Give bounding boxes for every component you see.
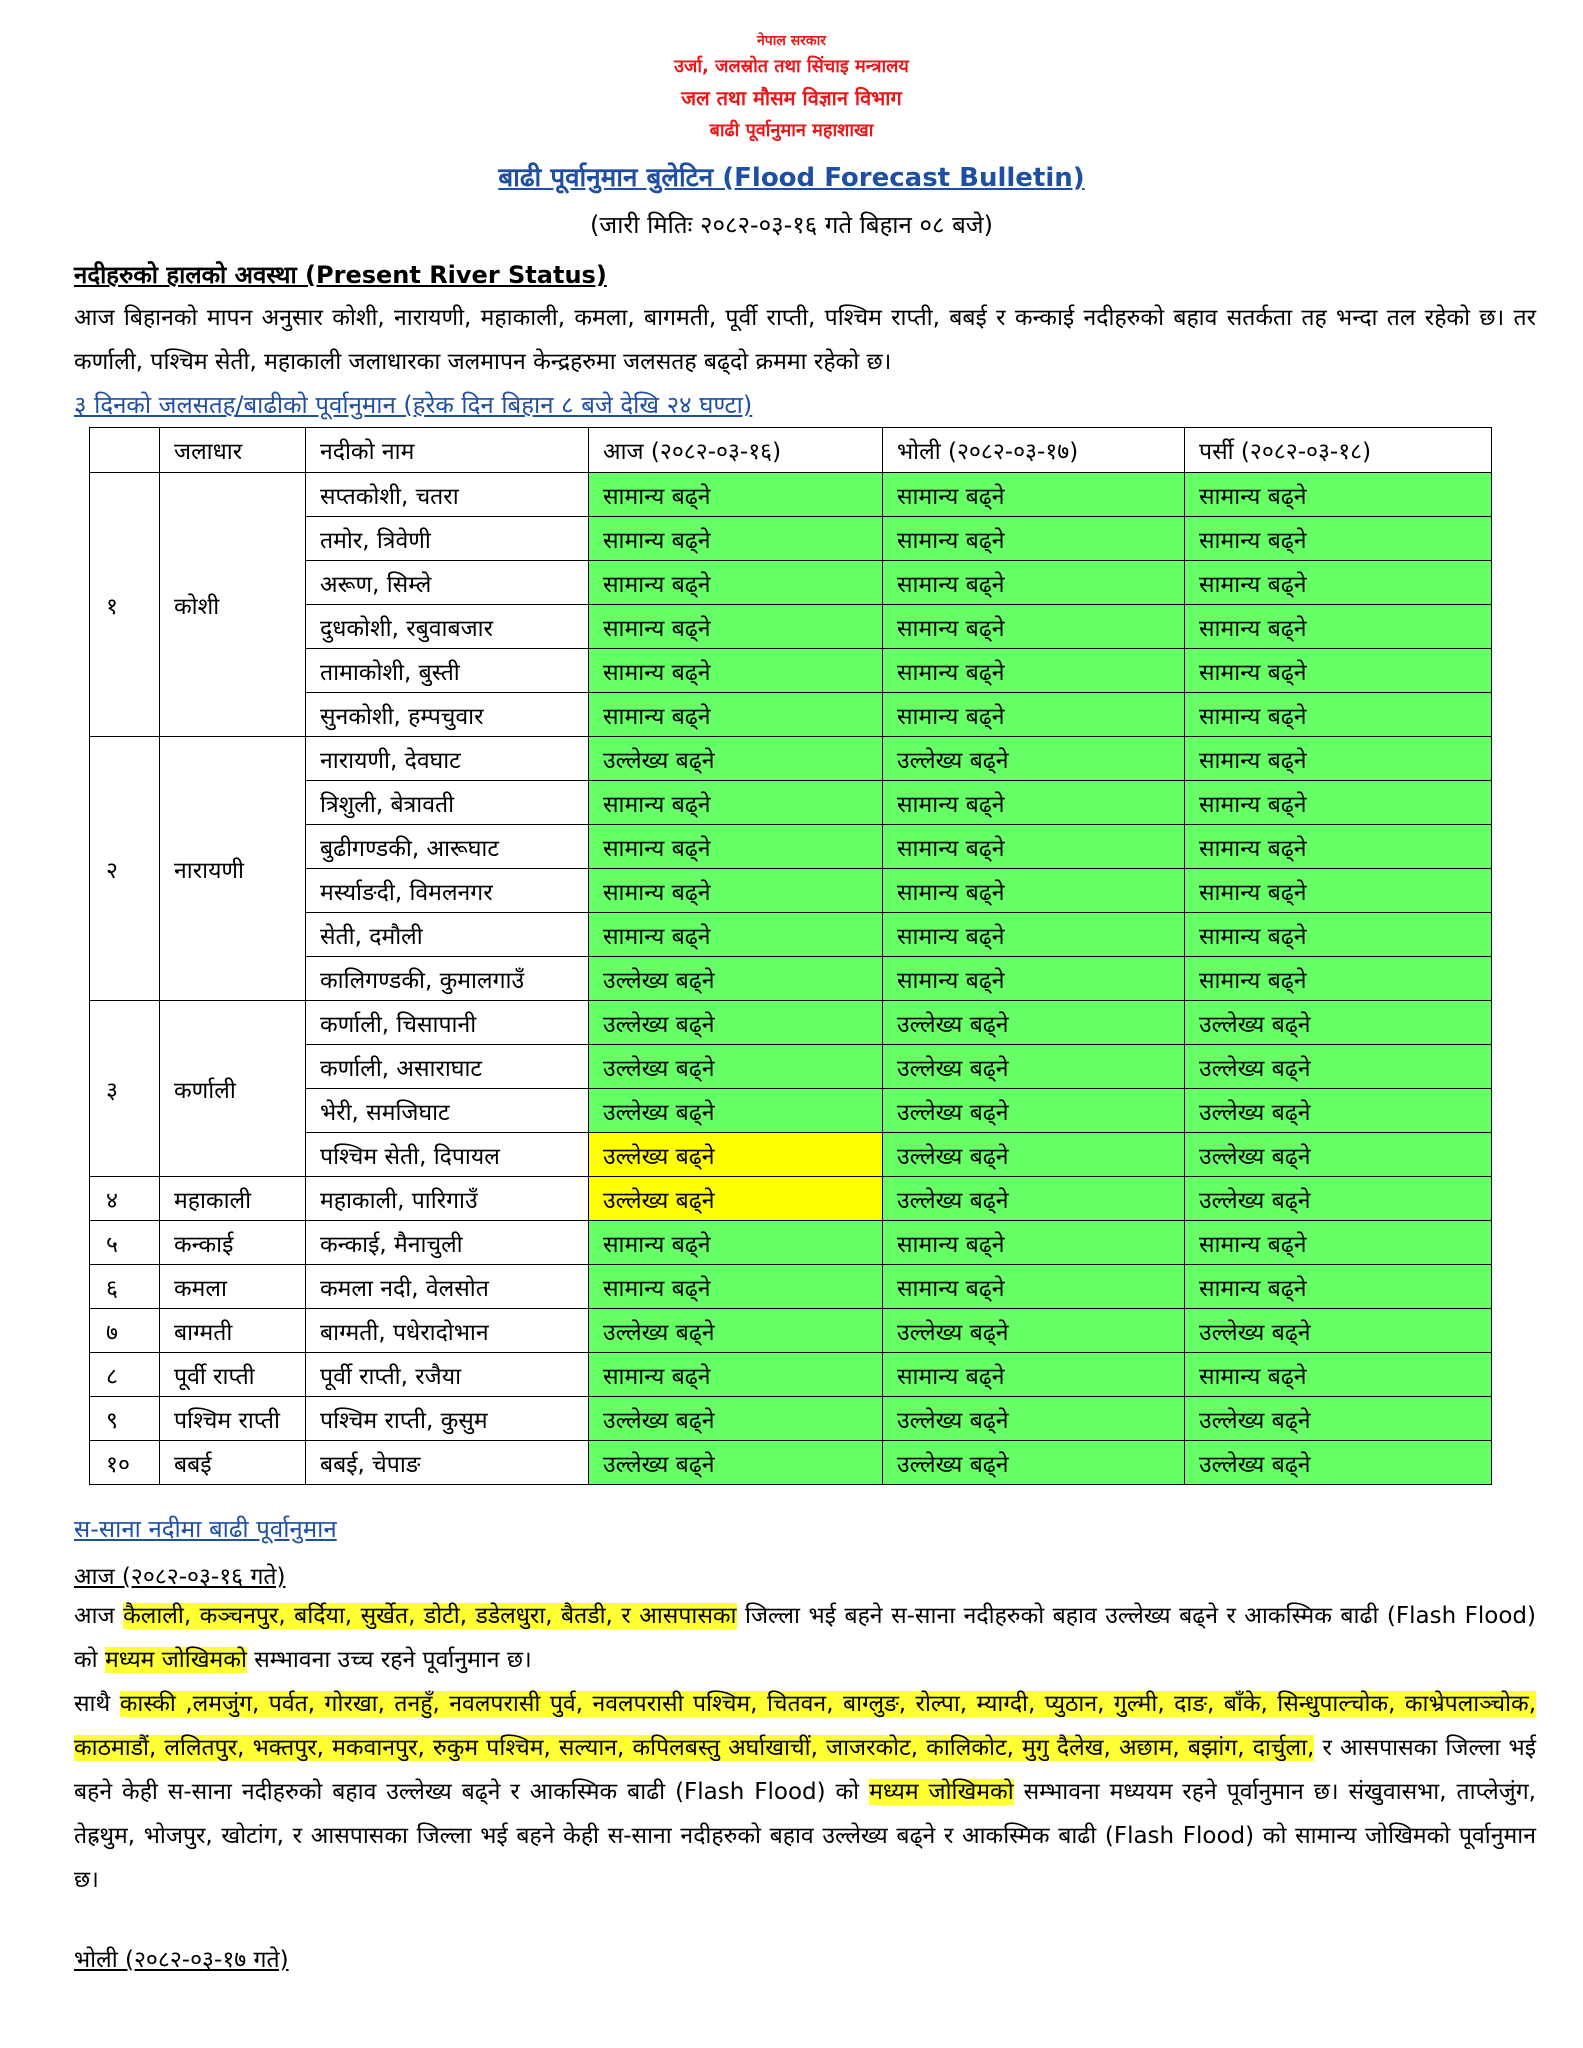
forecast-day-after: सामान्य बढ्ने (1185, 825, 1492, 869)
forecast-today: सामान्य बढ्ने (589, 869, 883, 913)
forecast-table-body (90, 473, 1492, 1485)
river-station: कर्णाली, असाराघाट (306, 1045, 589, 1089)
header-ministry: उर्जा, जलस्रोत तथा सिंचाइ मन्त्रालय (674, 56, 909, 77)
table-row (90, 737, 1492, 781)
bulletin-title: बाढी पूर्वानुमान बुलेटिन (Flood Forecast Bulletin) (498, 163, 1085, 193)
forecast-day-after: सामान्य बढ्ने (1185, 561, 1492, 605)
basin-number: २ (90, 737, 160, 1001)
forecast-tomorrow: सामान्य बढ्ने (883, 561, 1185, 605)
forecast-title: ३ दिनको जलसतह/बाढीको पूर्वानुमान (हरेक दिन बिहान ८ बजे देखि २४ घण्टा) (74, 391, 753, 419)
para1-tail: सम्भावना उच्च रहने पूर्वानुमान छ। (246, 1647, 532, 1673)
forecast-today: सामान्य बढ्ने (589, 1265, 883, 1309)
table-row (90, 1177, 1492, 1221)
river-station: बबई, चेपाङ (306, 1441, 589, 1485)
forecast-day-after: उल्लेख्य बढ्ने (1185, 1177, 1492, 1221)
basin-name: बाग्मती (160, 1309, 306, 1353)
river-station: कन्काई, मैनाचुली (306, 1221, 589, 1265)
para1-lead: आज (74, 1603, 124, 1629)
header-department: जल तथा मौसम विज्ञान विभाग (681, 86, 902, 110)
issue-date: (जारी मितिः २०८२-०३-१६ गते बिहान ०८ बजे) (590, 211, 993, 239)
para2-risk-highlight: मध्यम जोखिमको (869, 1779, 1014, 1805)
forecast-tomorrow: सामान्य बढ्ने (883, 517, 1185, 561)
forecast-tomorrow: सामान्य बढ्ने (883, 957, 1185, 1001)
forecast-day-after: सामान्य बढ्ने (1185, 1265, 1492, 1309)
basin-number: १ (90, 473, 160, 737)
river-station: बाग्मती, पधेरादोभान (306, 1309, 589, 1353)
forecast-day-after: उल्लेख्य बढ्ने (1185, 1441, 1492, 1485)
river-station: कालिगण्डकी, कुमालगाउँ (306, 957, 589, 1001)
basin-number: ८ (90, 1353, 160, 1397)
basin-name: कर्णाली (160, 1001, 306, 1177)
forecast-day-after: उल्लेख्य बढ्ने (1185, 1309, 1492, 1353)
header-cell-num (90, 428, 160, 473)
para1-districts-highlight: कैलाली, कञ्चनपुर, बर्दिया, सुर्खेत, डोटी, डडेलधुरा, बैतडी, र आसपासका (123, 1603, 737, 1629)
forecast-day-after: सामान्य बढ्ने (1185, 1221, 1492, 1265)
basin-number: ९ (90, 1397, 160, 1441)
forecast-tomorrow: सामान्य बढ्ने (883, 649, 1185, 693)
forecast-tomorrow: सामान्य बढ्ने (883, 1221, 1185, 1265)
para2-lead: साथै (74, 1691, 120, 1717)
forecast-today: सामान्य बढ्ने (589, 473, 883, 517)
para2-tail: सम्भावना मध्ययम रहने पूर्वानुमान छ। संखुवासभा, ताप्लेजुंग, तेह्रथुम, भोजपुर, खोटांग, र आसपासका जिल्ला भई बहने केही स-साना नदीहरुको बहाव उल्लेख्य बढ्ने र आकस्मिक बाढी (Flash Flood) को सामान्य जोखिमको पूर्वानुमान छ। (74, 1779, 1536, 1893)
basin-number: ७ (90, 1309, 160, 1353)
forecast-tomorrow: उल्लेख्य बढ्ने (883, 1177, 1185, 1221)
river-station: पूर्वी राप्ती, रजैया (306, 1353, 589, 1397)
header-cell-today: आज (२०८२-०३-१६) (589, 428, 883, 473)
present-status-text: आज बिहानको मापन अनुसार कोशी, नारायणी, महाकाली, कमला, बागमती, पूर्वी राप्ती, पश्चिम राप्ती, बबई र कन्काई नदीहरुको बहाव सतर्कता तह भन्दा तल रहेको छ। तर कर्णाली, पश्चिम सेती, महाकाली जलाधारका जलमापन केन्द्रहरुमा जलसतह बढ्दो क्रममा रहेको छ। (74, 305, 1536, 375)
forecast-tomorrow: सामान्य बढ्ने (883, 1265, 1185, 1309)
forecast-day-after: सामान्य बढ्ने (1185, 913, 1492, 957)
forecast-day-after: सामान्य बढ्ने (1185, 1353, 1492, 1397)
forecast-tomorrow: सामान्य बढ्ने (883, 1353, 1185, 1397)
header-government: नेपाल सरकार (756, 33, 826, 49)
para1-body: जिल्ला भई बहने स-साना नदीहरुको बहाव उल्लेख्य बढ्ने र आकस्मिक बाढी (Flash Flood) को (74, 1603, 1536, 1673)
forecast-day-after: सामान्य बढ्ने (1185, 869, 1492, 913)
basin-number: ६ (90, 1265, 160, 1309)
small-rivers-para-1 (74, 1594, 1536, 1682)
river-station: पश्चिम राप्ती, कुसुम (306, 1397, 589, 1441)
forecast-today: सामान्य बढ्ने (589, 781, 883, 825)
header-cell-river: नदीको नाम (306, 428, 589, 473)
forecast-table (89, 427, 1492, 1485)
forecast-day-after: उल्लेख्य बढ्ने (1185, 1001, 1492, 1045)
forecast-day-after: सामान्य बढ्ने (1185, 649, 1492, 693)
river-station: सप्तकोशी, चतरा (306, 473, 589, 517)
forecast-tomorrow: उल्लेख्य बढ्ने (883, 1441, 1185, 1485)
forecast-day-after: उल्लेख्य बढ्ने (1185, 1397, 1492, 1441)
tomorrow-label: भोली (२०८२-०३-१७ गते) (74, 1947, 289, 1973)
forecast-tomorrow: सामान्य बढ्ने (883, 473, 1185, 517)
basin-name: कमला (160, 1265, 306, 1309)
forecast-today: उल्लेख्य बढ्ने (589, 1001, 883, 1045)
para2-body: र आसपासका जिल्ला भई बहने केही स-साना नदीहरुको बहाव उल्लेख्य बढ्ने र आकस्मिक बाढी (Flash Flood) को (74, 1735, 1536, 1805)
table-row (90, 1001, 1492, 1045)
forecast-today: उल्लेख्य बढ्ने (589, 957, 883, 1001)
forecast-tomorrow: सामान्य बढ्ने (883, 781, 1185, 825)
river-station: भेरी, समजिघाट (306, 1089, 589, 1133)
forecast-tomorrow: उल्लेख्य बढ्ने (883, 1089, 1185, 1133)
river-station: सेती, दमौली (306, 913, 589, 957)
river-station: अरूण, सिम्ले (306, 561, 589, 605)
forecast-today: उल्लेख्य बढ्ने (589, 1177, 883, 1221)
para2-districts-highlight: कास्की ,लमजुंग, पर्वत, गोरखा, तनहुँ, नवलपरासी पुर्व, नवलपरासी पश्चिम, चितवन, बाग्लुङ, रोल्पा, म्याग्दी, प्युठान, गुल्मी, दाङ, बाँके, सिन्धुपाल्चोक, काभ्रेपलाञ्चोक, काठमाडौं, ललितपुर, भक्तपुर, मकवानपुर, रुकुम पश्चिम, सल्यान, कपिलबस्तु अर्घाखाचीं, जाजरकोट, कालिकोट, मुगु दैलेख, अछाम, बझांग, दार्चुला, (74, 1691, 1537, 1761)
forecast-day-after: सामान्य बढ्ने (1185, 693, 1492, 737)
river-station: तमोर, त्रिवेणी (306, 517, 589, 561)
present-status-title: नदीहरुको हालको अवस्था (Present River Status) (74, 261, 607, 289)
forecast-tomorrow: सामान्य बढ्ने (883, 913, 1185, 957)
forecast-today: सामान्य बढ्ने (589, 825, 883, 869)
forecast-today: उल्लेख्य बढ्ने (589, 1309, 883, 1353)
table-row (90, 1397, 1492, 1441)
org-header (0, 30, 1583, 148)
forecast-tomorrow: उल्लेख्य बढ्ने (883, 737, 1185, 781)
small-rivers-title: स-साना नदीमा बाढी पूर्वानुमान (74, 1515, 337, 1543)
forecast-day-after: सामान्य बढ्ने (1185, 517, 1492, 561)
forecast-tomorrow: सामान्य बढ्ने (883, 825, 1185, 869)
forecast-today: उल्लेख्य बढ्ने (589, 1441, 883, 1485)
river-station: नारायणी, देवघाट (306, 737, 589, 781)
table-row (90, 1221, 1492, 1265)
forecast-day-after: सामान्य बढ्ने (1185, 781, 1492, 825)
basin-number: ४ (90, 1177, 160, 1221)
basin-name: नारायणी (160, 737, 306, 1001)
basin-name: कोशी (160, 473, 306, 737)
river-station: दुधकोशी, रबुवाबजार (306, 605, 589, 649)
basin-name: कन्काई (160, 1221, 306, 1265)
header-cell-tomorrow: भोली (२०८२-०३-१७) (883, 428, 1185, 473)
forecast-today: उल्लेख्य बढ्ने (589, 1133, 883, 1177)
today-label: आज (२०८२-०३-१६ गते) (74, 1564, 286, 1590)
forecast-tomorrow: सामान्य बढ्ने (883, 605, 1185, 649)
forecast-today: सामान्य बढ्ने (589, 693, 883, 737)
forecast-today: उल्लेख्य बढ्ने (589, 1397, 883, 1441)
header-cell-basin: जलाधार (160, 428, 306, 473)
forecast-today: उल्लेख्य बढ्ने (589, 737, 883, 781)
river-station: महाकाली, पारिगाउँ (306, 1177, 589, 1221)
forecast-day-after: सामान्य बढ्ने (1185, 605, 1492, 649)
basin-number: १० (90, 1441, 160, 1485)
forecast-day-after: उल्लेख्य बढ्ने (1185, 1133, 1492, 1177)
header-cell-day-after: पर्सी (२०८२-०३-१८) (1185, 428, 1492, 473)
river-station: तामाकोशी, बुस्ती (306, 649, 589, 693)
table-header-row (90, 428, 1492, 473)
forecast-today: सामान्य बढ्ने (589, 561, 883, 605)
river-station: पश्चिम सेती, दिपायल (306, 1133, 589, 1177)
forecast-day-after: सामान्य बढ्ने (1185, 957, 1492, 1001)
basin-number: ३ (90, 1001, 160, 1177)
basin-name: महाकाली (160, 1177, 306, 1221)
forecast-day-after: सामान्य बढ्ने (1185, 737, 1492, 781)
forecast-tomorrow: उल्लेख्य बढ्ने (883, 1309, 1185, 1353)
forecast-tomorrow: सामान्य बढ्ने (883, 869, 1185, 913)
basin-name: बबई (160, 1441, 306, 1485)
table-row (90, 1309, 1492, 1353)
forecast-today: सामान्य बढ्ने (589, 1353, 883, 1397)
river-station: बुढीगण्डकी, आरूघाट (306, 825, 589, 869)
basin-name: पश्चिम राप्ती (160, 1397, 306, 1441)
forecast-today: सामान्य बढ्ने (589, 517, 883, 561)
header-division: बाढी पूर्वानुमान महाशाखा (709, 120, 874, 141)
river-station: त्रिशुली, बेत्रावती (306, 781, 589, 825)
forecast-tomorrow: उल्लेख्य बढ्ने (883, 1045, 1185, 1089)
forecast-today: उल्लेख्य बढ्ने (589, 1089, 883, 1133)
small-rivers-para-2 (74, 1682, 1536, 1902)
table-row (90, 1353, 1492, 1397)
forecast-day-after: उल्लेख्य बढ्ने (1185, 1045, 1492, 1089)
forecast-tomorrow: उल्लेख्य बढ्ने (883, 1001, 1185, 1045)
river-station: कर्णाली, चिसापानी (306, 1001, 589, 1045)
basin-number: ५ (90, 1221, 160, 1265)
para1-risk-highlight: मध्यम जोखिमको (104, 1647, 247, 1673)
forecast-tomorrow: सामान्य बढ्ने (883, 693, 1185, 737)
forecast-today: सामान्य बढ्ने (589, 1221, 883, 1265)
table-row (90, 1441, 1492, 1485)
table-row (90, 473, 1492, 517)
forecast-tomorrow: उल्लेख्य बढ्ने (883, 1133, 1185, 1177)
forecast-today: उल्लेख्य बढ्ने (589, 1045, 883, 1089)
basin-name: पूर्वी राप्ती (160, 1353, 306, 1397)
forecast-day-after: सामान्य बढ्ने (1185, 473, 1492, 517)
forecast-day-after: उल्लेख्य बढ्ने (1185, 1089, 1492, 1133)
forecast-today: सामान्य बढ्ने (589, 605, 883, 649)
river-station: सुनकोशी, हम्पचुवार (306, 693, 589, 737)
table-row (90, 1265, 1492, 1309)
forecast-tomorrow: उल्लेख्य बढ्ने (883, 1397, 1185, 1441)
forecast-today: सामान्य बढ्ने (589, 649, 883, 693)
forecast-today: सामान्य बढ्ने (589, 913, 883, 957)
river-station: मर्स्याङदी, विमलनगर (306, 869, 589, 913)
river-station: कमला नदी, वेलसोत (306, 1265, 589, 1309)
